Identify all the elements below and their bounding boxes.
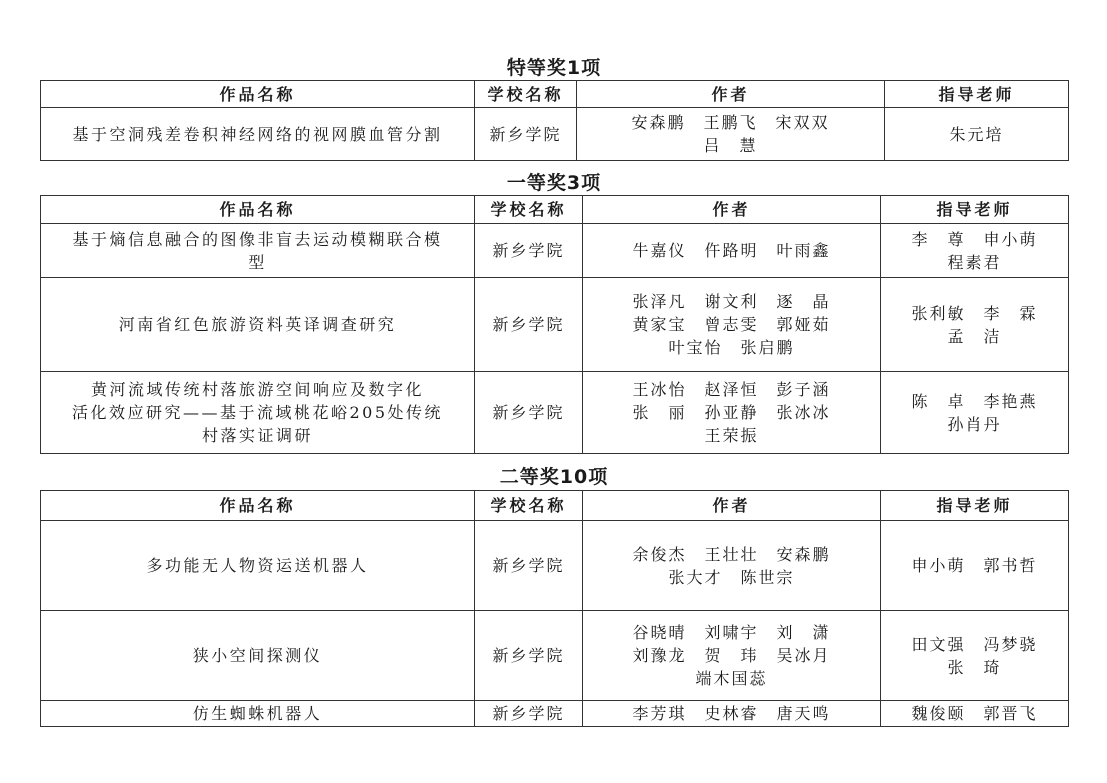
award-table-special xyxy=(40,80,1069,161)
author-line: 张 丽 孙亚静 张冰冰 xyxy=(632,403,831,422)
advisor-line: 程素君 xyxy=(947,252,1002,272)
column-header-author: 作者 xyxy=(577,81,885,108)
column-header-work: 作品名称 xyxy=(41,491,475,521)
column-header-school: 学校名称 xyxy=(475,491,583,521)
work-title-cell xyxy=(41,521,475,611)
work-title-cell xyxy=(41,701,475,727)
advisor-cell xyxy=(881,224,1069,278)
work-title-line: 基于空洞残差卷积神经网络的视网膜血管分割 xyxy=(72,124,443,144)
table-header-row xyxy=(41,491,1069,521)
author-line: 叶宝怡 张启鹏 xyxy=(668,338,795,357)
author-cell xyxy=(583,521,881,611)
school-cell: 新乡学院 xyxy=(475,611,583,701)
award-table-second xyxy=(40,490,1069,727)
work-title-cell xyxy=(41,278,475,372)
school-cell: 新乡学院 xyxy=(475,372,583,454)
author-line: 王荣振 xyxy=(704,426,759,445)
school-cell: 新乡学院 xyxy=(475,701,583,727)
advisor-line: 张 琦 xyxy=(947,657,1002,677)
work-title-cell xyxy=(41,611,475,701)
work-title-cell xyxy=(41,108,475,161)
column-header-work: 作品名称 xyxy=(41,81,475,108)
author-line: 端木国蕊 xyxy=(695,669,768,688)
author-line: 张泽凡 谢文利 逐 晶 xyxy=(632,292,831,311)
work-title-cell xyxy=(41,224,475,278)
author-cell xyxy=(583,278,881,372)
work-title-line: 型 xyxy=(248,252,267,272)
work-title-line: 活化效应研究——基于流域桃花峪205处传统 xyxy=(71,403,444,422)
section-title-first: 一等奖3项 xyxy=(506,172,602,194)
author-line: 张大才 陈世宗 xyxy=(668,567,795,587)
author-line: 李芳琪 史林睿 唐天鸣 xyxy=(632,704,831,723)
advisor-line: 朱元培 xyxy=(949,124,1004,144)
author-cell xyxy=(583,611,881,701)
advisor-line: 张利敏 李 霖 xyxy=(911,303,1038,323)
author-line: 牛嘉仪 仵路明 叶雨鑫 xyxy=(632,241,831,260)
table-row xyxy=(41,611,1069,701)
column-header-school: 学校名称 xyxy=(475,81,577,108)
advisor-cell xyxy=(881,701,1069,727)
column-header-advisor: 指导老师 xyxy=(885,81,1069,108)
school-cell: 新乡学院 xyxy=(475,278,583,372)
work-title-line: 黄河流域传统村落旅游空间响应及数字化 xyxy=(90,380,424,399)
award-table-first xyxy=(40,195,1069,454)
author-line: 黄家宝 曾志雯 郭娅茹 xyxy=(632,315,831,334)
table-row xyxy=(41,224,1069,278)
author-line: 余俊杰 王壮壮 安森鹏 xyxy=(632,544,831,564)
school-cell: 新乡学院 xyxy=(475,108,577,161)
advisor-cell xyxy=(881,278,1069,372)
advisor-line: 孟 洁 xyxy=(947,326,1002,346)
work-title-line: 仿生蜘蛛机器人 xyxy=(192,704,323,723)
table-header-row xyxy=(41,196,1069,224)
author-line: 吕 慧 xyxy=(703,136,758,155)
work-title-line: 村落实证调研 xyxy=(201,426,313,445)
author-line: 王冰怡 赵泽恒 彭子涵 xyxy=(632,380,831,399)
table-row xyxy=(41,278,1069,372)
school-cell: 新乡学院 xyxy=(475,224,583,278)
column-header-school: 学校名称 xyxy=(475,196,583,224)
column-header-author: 作者 xyxy=(583,196,881,224)
work-title-line: 基于熵信息融合的图像非盲去运动模糊联合模 xyxy=(72,229,443,249)
table-row xyxy=(41,701,1069,727)
author-line: 安森鹏 王鹏飞 宋双双 xyxy=(631,113,830,132)
table-row xyxy=(41,108,1069,161)
advisor-line: 孙肖丹 xyxy=(947,414,1002,434)
advisor-line: 李 尊 申小萌 xyxy=(911,229,1038,249)
advisor-cell xyxy=(885,108,1069,161)
table-header-row xyxy=(41,81,1069,108)
work-title-cell xyxy=(41,372,475,454)
author-line: 谷晓晴 刘啸宇 刘 潇 xyxy=(632,623,831,642)
author-line: 刘豫龙 贺 玮 吴冰月 xyxy=(632,646,831,665)
author-cell xyxy=(583,701,881,727)
author-cell xyxy=(583,372,881,454)
work-title-line: 河南省红色旅游资料英译调查研究 xyxy=(118,315,397,334)
work-title-line: 狭小空间探测仪 xyxy=(192,646,323,665)
advisor-line: 陈 卓 李艳燕 xyxy=(911,391,1038,411)
table-row xyxy=(41,521,1069,611)
advisor-line: 申小萌 郭书哲 xyxy=(911,556,1038,575)
column-header-work: 作品名称 xyxy=(41,196,475,224)
column-header-author: 作者 xyxy=(583,491,881,521)
section-title-second: 二等奖10项 xyxy=(499,466,609,488)
column-header-advisor: 指导老师 xyxy=(881,491,1069,521)
work-title-line: 多功能无人物资运送机器人 xyxy=(146,556,369,575)
author-cell xyxy=(583,224,881,278)
section-title-special: 特等奖1项 xyxy=(506,57,602,79)
advisor-cell xyxy=(881,521,1069,611)
advisor-cell xyxy=(881,372,1069,454)
table-row xyxy=(41,372,1069,454)
column-header-advisor: 指导老师 xyxy=(881,196,1069,224)
advisor-line: 田文强 冯梦骁 xyxy=(911,634,1038,654)
advisor-line: 魏俊颐 郭晋飞 xyxy=(911,704,1038,723)
author-cell xyxy=(577,108,885,161)
school-cell: 新乡学院 xyxy=(475,521,583,611)
advisor-cell xyxy=(881,611,1069,701)
